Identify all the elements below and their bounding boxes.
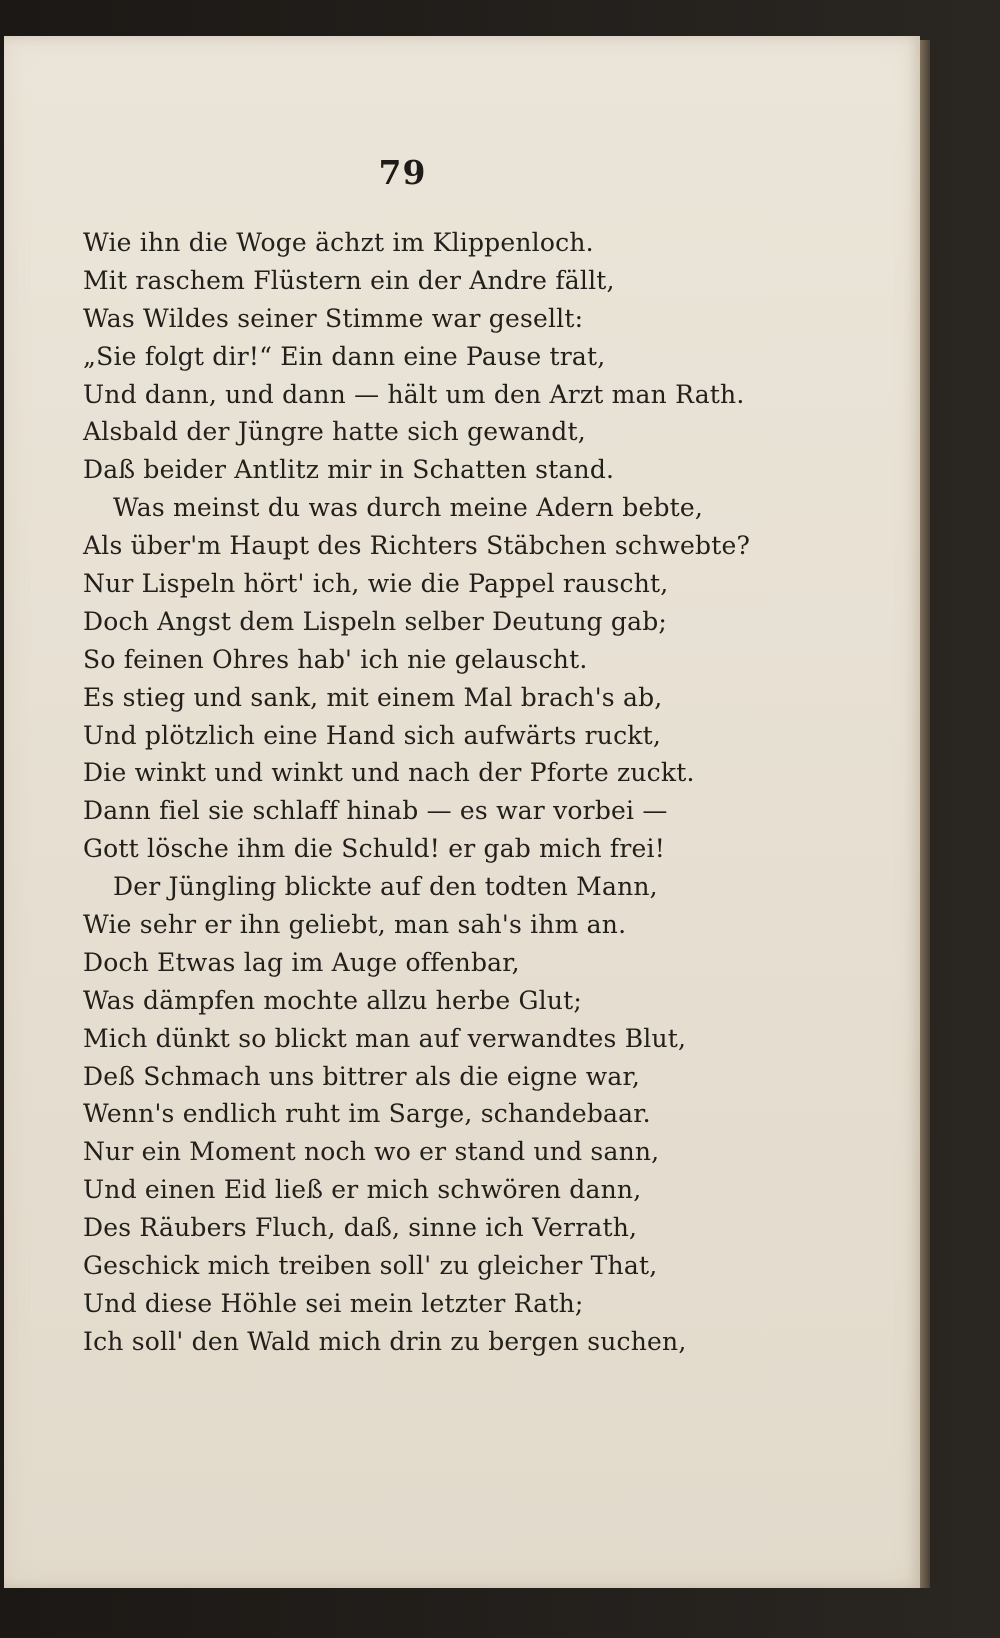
poem-line: Und diese Höhle sei mein letzter Rath; <box>83 1288 584 1318</box>
page-number: 79 <box>378 153 427 192</box>
poem-line: Dann fiel sie schlaff hinab — es war vorbei — <box>83 796 668 826</box>
poem-line: Was Wildes seiner Stimme war gesellt: <box>83 303 584 333</box>
poem-line: Mit raschem Flüstern ein der Andre fällt, <box>83 265 615 295</box>
poem-line: Doch Etwas lag im Auge offenbar, <box>83 947 520 977</box>
poem-line: So feinen Ohres hab' ich nie gelauscht. <box>83 644 588 674</box>
poem-text-block <box>83 224 903 1361</box>
poem-line: Ich soll' den Wald mich drin zu bergen suchen, <box>83 1326 687 1356</box>
poem-line: Gott lösche ihm die Schuld! er gab mich frei! <box>83 834 665 864</box>
poem-line: Alsbald der Jüngre hatte sich gewandt, <box>83 417 586 447</box>
poem-line: Und plötzlich eine Hand sich aufwärts ruckt, <box>83 720 662 750</box>
poem-line: Wenn's endlich ruht im Sarge, schandebaar. <box>83 1099 651 1129</box>
poem-line: Was dämpfen mochte allzu herbe Glut; <box>83 985 583 1015</box>
poem-line: Die winkt und winkt und nach der Pforte zuckt. <box>83 758 695 788</box>
poem-line: Der Jüngling blickte auf den todten Mann, <box>113 872 658 902</box>
poem-line: Mich dünkt so blickt man auf verwandtes Blut, <box>83 1023 687 1053</box>
poem-line: „Sie folgt dir!“ Ein dann eine Pause trat, <box>83 341 606 371</box>
poem-line: Nur ein Moment noch wo er stand und sann, <box>83 1137 660 1167</box>
poem-line: Geschick mich treiben soll' zu gleicher That, <box>83 1251 658 1281</box>
poem-line: Daß beider Antlitz mir in Schatten stand. <box>83 455 615 485</box>
poem-line: Wie sehr er ihn geliebt, man sah's ihm an. <box>83 910 627 940</box>
page-edge <box>920 40 930 1588</box>
poem-line: Nur Lispeln hört' ich, wie die Pappel rauscht, <box>83 569 669 599</box>
paper-page <box>4 36 920 1588</box>
poem-line: Deß Schmach uns bittrer als die eigne war, <box>83 1061 640 1091</box>
poem-line: Als über'm Haupt des Richters Stäbchen schwebte? <box>83 531 751 561</box>
poem-line: Und einen Eid ließ er mich schwören dann, <box>83 1175 642 1205</box>
poem-line: Es stieg und sank, mit einem Mal brach's ab, <box>83 682 663 712</box>
poem-line: Was meinst du was durch meine Adern bebte, <box>113 493 704 523</box>
poem-line: Und dann, und dann — hält um den Arzt man Rath. <box>83 379 745 409</box>
poem-line: Des Räubers Fluch, daß, sinne ich Verrath, <box>83 1213 638 1243</box>
poem-line: Wie ihn die Woge ächzt im Klippenloch. <box>83 228 594 257</box>
poem-line: Doch Angst dem Lispeln selber Deutung gab; <box>83 606 668 636</box>
